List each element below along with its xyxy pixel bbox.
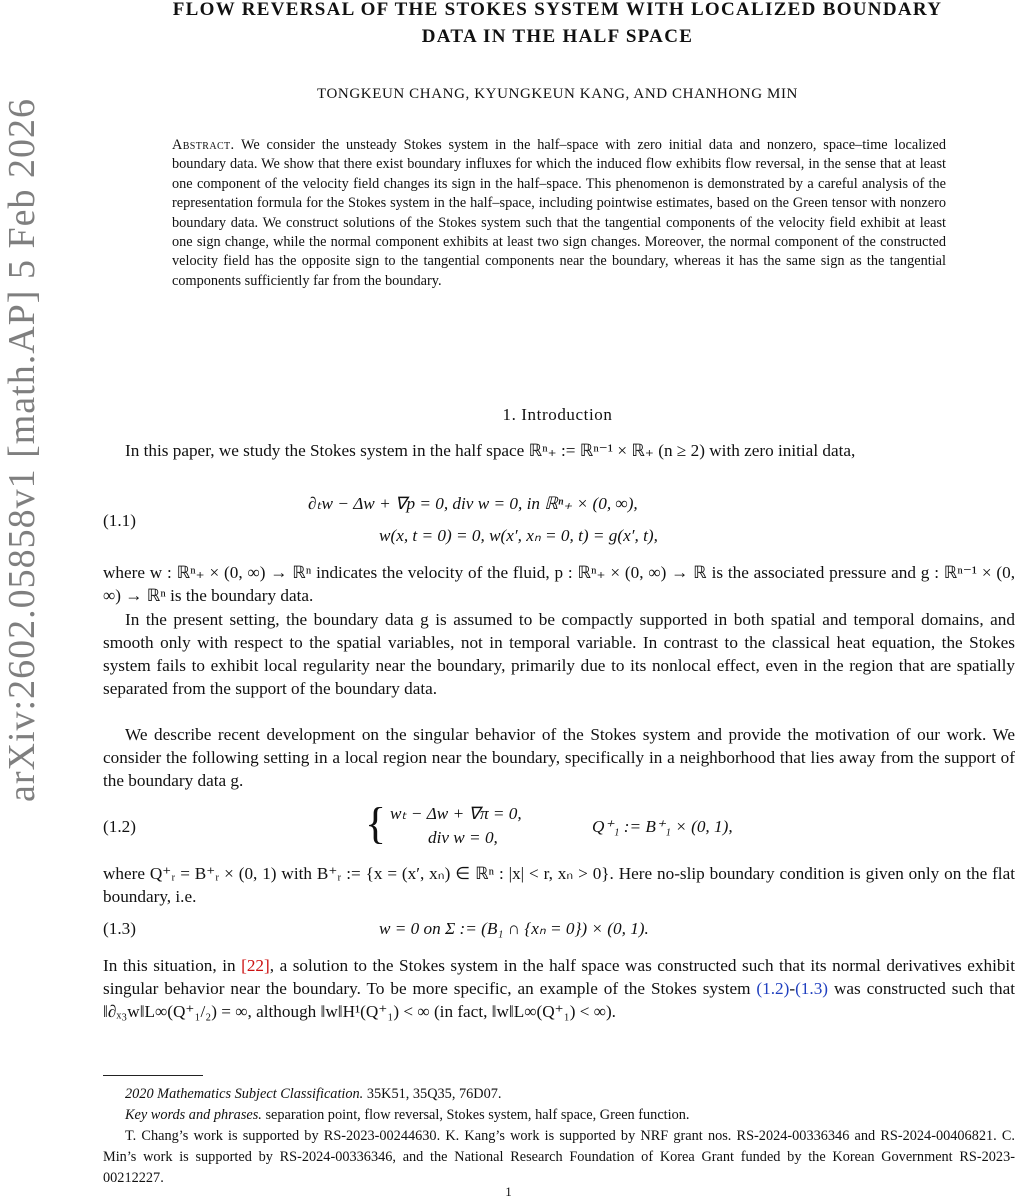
- author-list: TONGKEUN CHANG, KYUNGKEUN KANG, AND CHANHONG MIN: [316, 86, 798, 102]
- inline-math: ℝⁿ₊ := ℝⁿ⁻¹ × ℝ₊ (n ≥ 2): [528, 441, 705, 460]
- footnotes: [103, 1084, 1015, 1189]
- title-line-2: DATA IN THE HALF SPACE: [421, 26, 694, 47]
- brace-symbol: {: [365, 799, 387, 848]
- equation-1-1: [103, 494, 1015, 550]
- equation-link-1-2[interactable]: (1.2): [756, 979, 790, 998]
- equation-line-1: ∂ₜw − Δw + ∇p = 0, div w = 0, in ℝⁿ₊ × (0, ∞),: [308, 494, 638, 513]
- paragraph-5: where Q⁺ᵣ = B⁺ᵣ × (0, 1) with B⁺ᵣ := {x = (x′, xₙ) ∈ ℝⁿ : |x| < r, xₙ > 0}. Here no-slip boundary condition is given only on the flat boundary, i.e.: [103, 864, 1015, 906]
- paragraph-2: where w : ℝⁿ₊ × (0, ∞) → ℝⁿ indicates the velocity of the fluid, p : ℝⁿ₊ × (0, ∞) → ℝ is the associated pressure and g : ℝⁿ⁻¹ × (0, ∞) → ℝⁿ is the boundary data.: [103, 563, 1015, 605]
- equation-link-1-3[interactable]: (1.3): [795, 979, 829, 998]
- citation-link[interactable]: [22]: [241, 956, 270, 975]
- equation-aside: Q⁺₁ := B⁺₁ × (0, 1),: [592, 817, 733, 836]
- paragraph-4: We describe recent development on the singular behavior of the Stokes system and provide the motivation of our work. We consider the following setting in a local region near the boundary, specifically in a neighborhood that lies away from the support of the boundary data g.: [103, 725, 1015, 790]
- paragraph-6: In this situation, in [22], a solution to the Stokes system in the half space was constructed such that its normal derivatives exhibit singular behavior near the boundary. To be more specific, an example of the Stokes system (1.2)-(1.3) was constructed such that ‖∂ₓ₃w‖L∞(Q⁺₁/₂) = ∞, although ‖w‖H¹(Q⁺₁) < ∞ (in fact, ‖w‖L∞(Q⁺₁) < ∞).: [103, 956, 1015, 1021]
- title-line-1: FLOW REVERSAL OF THE STOKES SYSTEM WITH LOCALIZED BOUNDARY: [172, 0, 943, 20]
- paper-title: [100, 0, 1015, 50]
- page-number: 1: [505, 1184, 512, 1199]
- equation-line-2: div w = 0,: [428, 828, 498, 847]
- section-heading: 1. Introduction: [502, 405, 613, 424]
- abstract: [172, 136, 946, 291]
- footnote-msc: 2020 Mathematics Subject Classification. 35K51, 35Q35, 76D07.: [125, 1086, 502, 1102]
- equation-number: (1.2): [103, 817, 136, 836]
- abstract-text: We consider the unsteady Stokes system in the half–space with zero initial data and nonzero, space–time localized boundary data. We show that there exist boundary influxes for which the induced flow exhibits flow reversal, in the sense that at least one component of the velocity field changes its sign in the half–space. This phenomenon is demonstrated by a careful analysis of the representation formula for the Stokes system in the half–space, including pointwise estimates, based on the Green tensor with nonzero boundary data. We construct solutions of the Stokes system such that the tangential components of the velocity field exhibit at least one sign change, while the normal component exhibits at least two sign changes. Moreover, the normal component of the constructed velocity field has the opposite sign to the tangential components near the boundary, whereas it has the same sign as the tangential components sufficiently far from the boundary.: [172, 137, 946, 289]
- footnote-keywords: Key words and phrases. separation point, flow reversal, Stokes system, half space, Green function.: [125, 1107, 690, 1123]
- equation-number: (1.3): [103, 919, 136, 938]
- paragraph-3: In the present setting, the boundary data g is assumed to be compactly supported in both spatial and temporal domains, and smooth only with respect to the spatial variables, not in temporal variable. In contrast to the classical heat equation, the Stokes system fails to exhibit local regularity near the boundary, primarily due to its nonlocal effect, even in the region that are spatially separated from the support of the boundary data.: [103, 610, 1015, 698]
- equation-number: (1.1): [103, 511, 136, 530]
- equation-line-2: w(x, t = 0) = 0, w(x′, xₙ = 0, t) = g(x′, t),: [379, 526, 658, 545]
- paragraph-1: In this paper, we study the Stokes system in the half space ℝⁿ₊ := ℝⁿ⁻¹ × ℝ₊ (n ≥ 2) with zero initial data,: [125, 441, 856, 460]
- abstract-label: Abstract.: [172, 137, 235, 153]
- footnote-divider: [103, 1075, 203, 1076]
- equation-line: w = 0 on Σ := (B₁ ∩ {xₙ = 0}) × (0, 1).: [379, 919, 649, 938]
- equation-line-1: wₜ − Δw + ∇π = 0,: [390, 804, 522, 823]
- footnote-funding: T. Chang’s work is supported by RS-2023-00244630. K. Kang’s work is supported by NRF grant nos. RS-2024-00336346 and RS-2024-00406821. C. Min’s work is supported by RS-2024-00336346, and the National Research Foundation of Korea Grant funded by the Korean Government RS-2023-00212227.: [103, 1128, 1015, 1186]
- arxiv-identifier-watermark: arXiv:2602.05858v1 [math.AP] 5 Feb 2026: [1, 98, 43, 802]
- equation-1-2: [103, 799, 1015, 853]
- equation-1-3: [103, 919, 1015, 943]
